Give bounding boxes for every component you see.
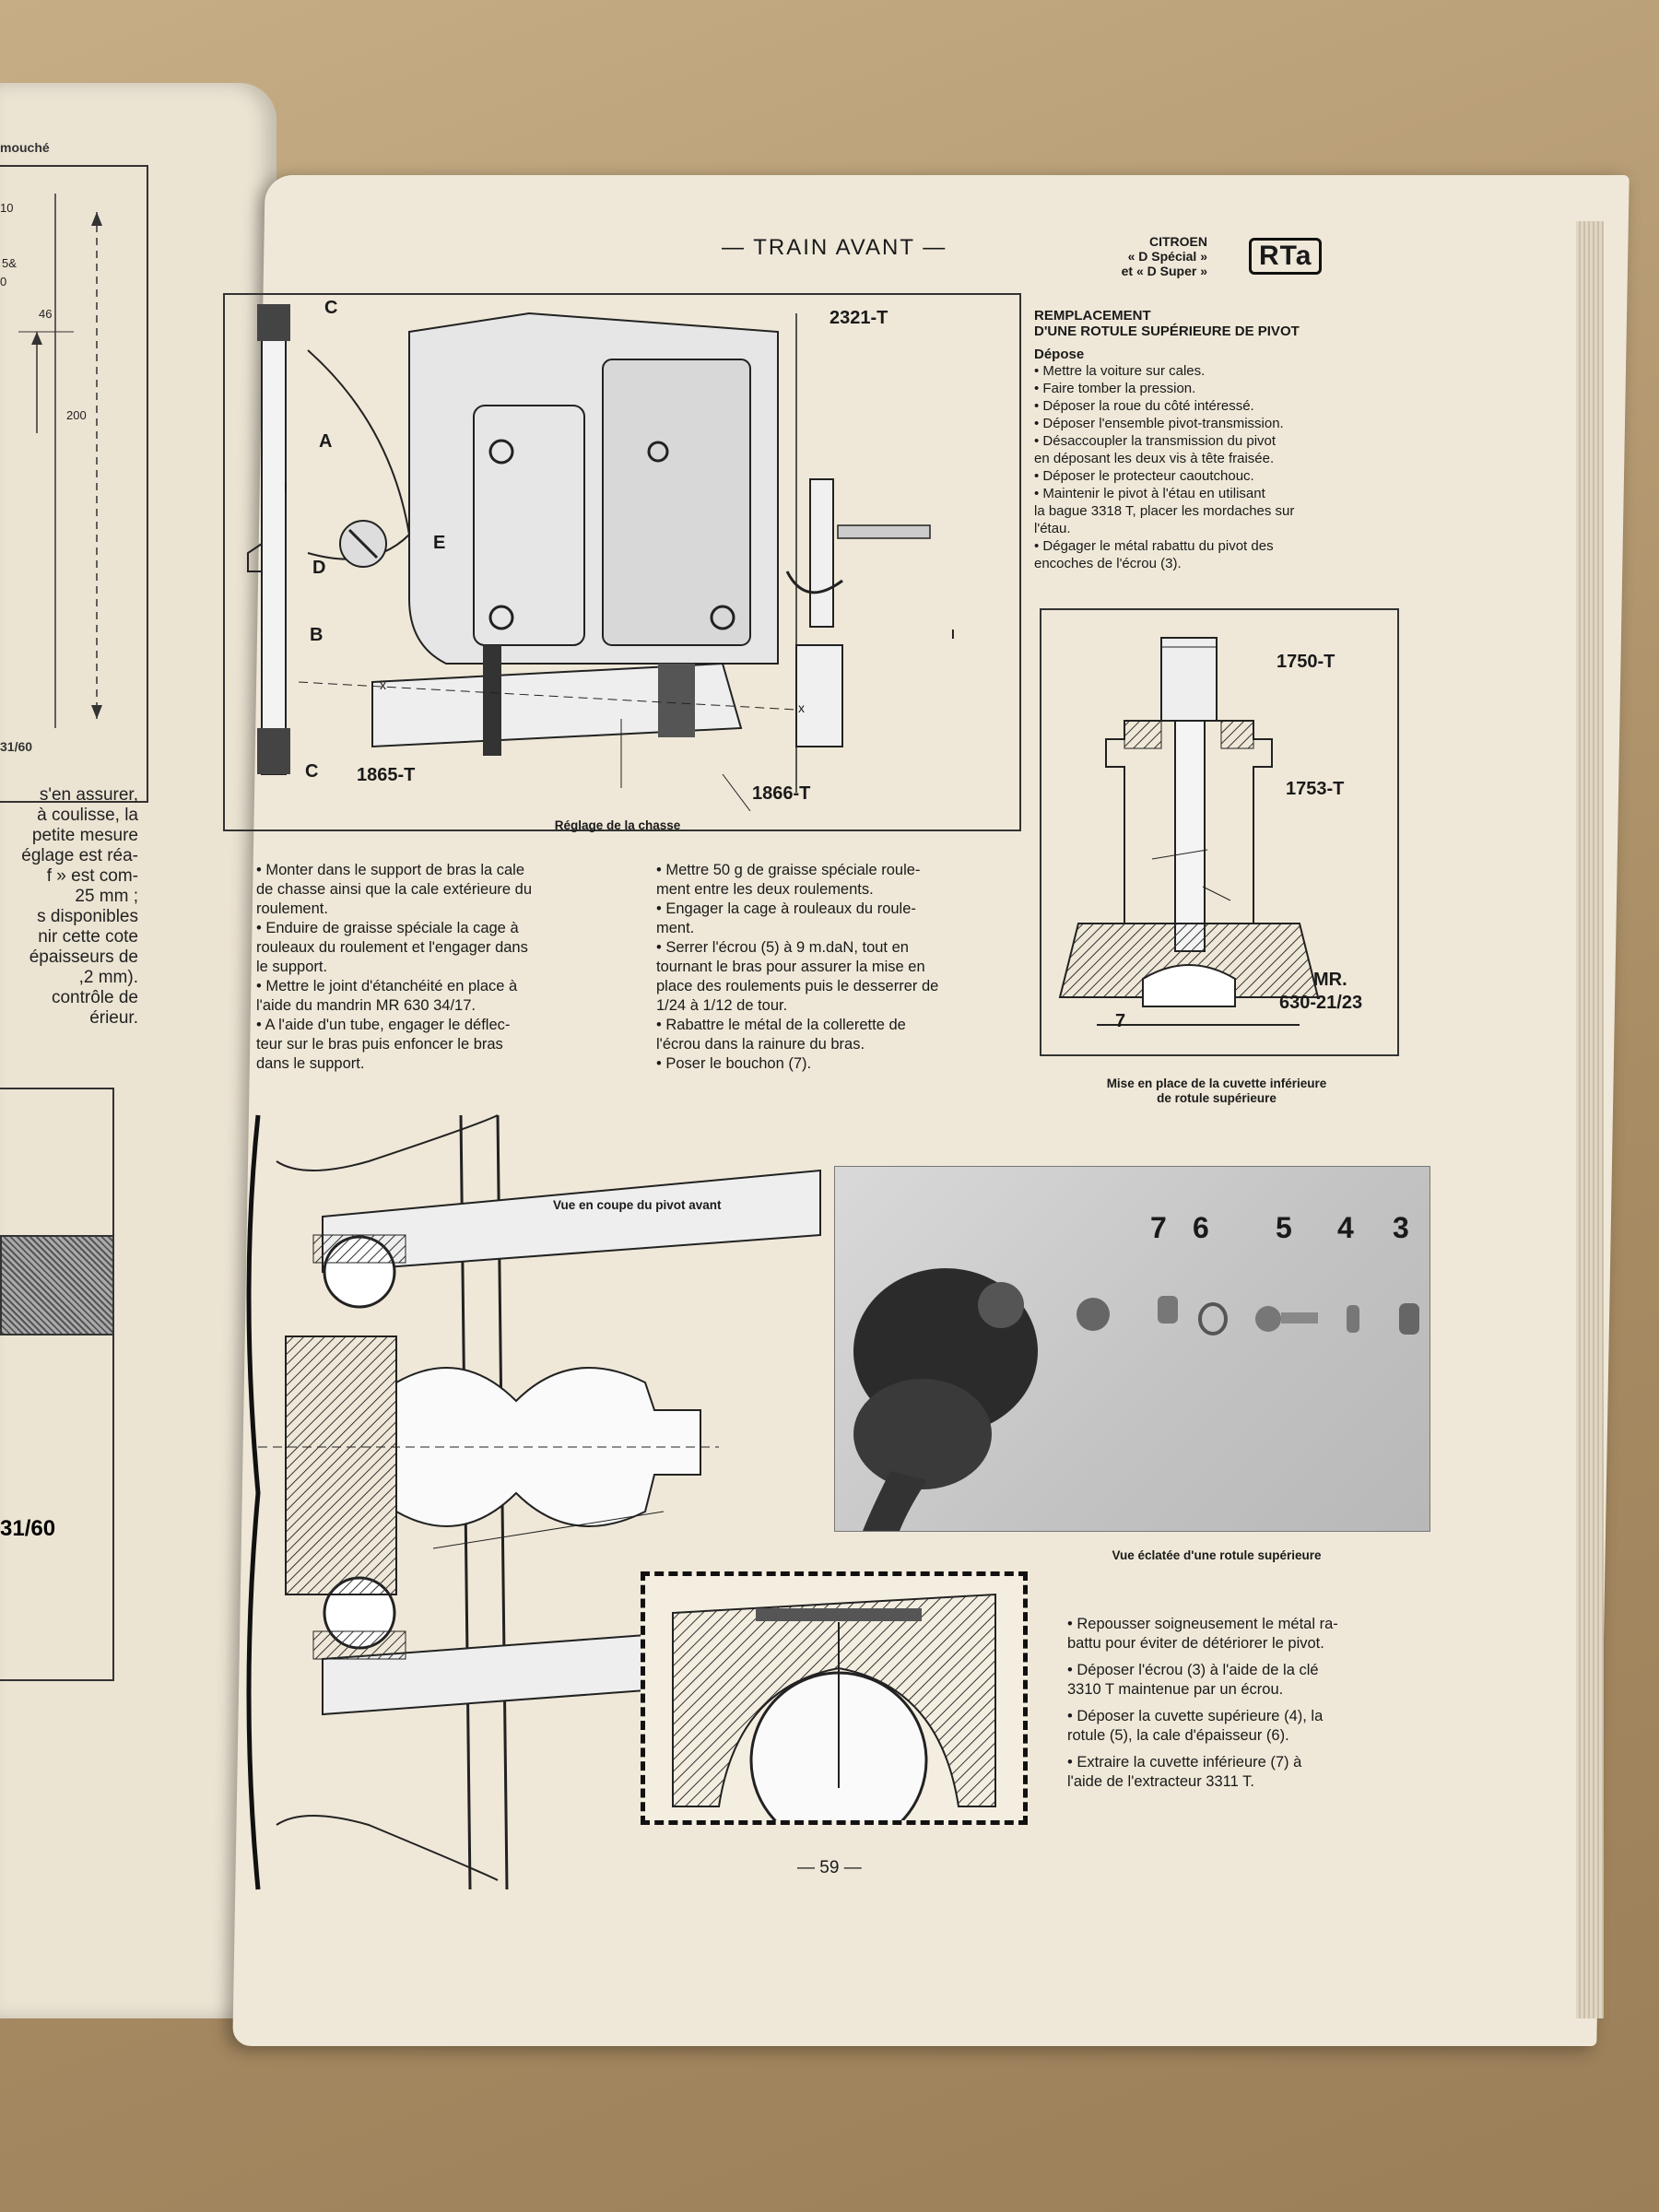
left-fig-ref: 31/60 — [0, 739, 33, 754]
label-b: B — [310, 625, 324, 645]
label-a: A — [319, 431, 333, 452]
depose-step: en déposant les deux vis à tête fraisée. — [1034, 451, 1275, 466]
left-line: s disponibles — [37, 907, 138, 926]
part-number-7: 7 — [1150, 1211, 1167, 1244]
depose-step: • Mettre la voiture sur cales. — [1034, 363, 1206, 379]
cuvette-caption-1: Mise en place de la cuvette inférieure — [1106, 1077, 1327, 1090]
para-line: dans le support. — [256, 1055, 365, 1072]
left-line: petite mesure — [31, 826, 138, 845]
dim-label-200: 200 — [66, 408, 87, 422]
para-line: • Repousser soigneusement le métal ra- — [1067, 1616, 1338, 1632]
depose-step: l'étau. — [1034, 521, 1071, 536]
label-x-left: x — [380, 677, 386, 692]
section-title-1: REMPLACEMENT — [1034, 308, 1151, 324]
tool-2321t: 2321-T — [830, 308, 888, 328]
depose-step: • Maintenir le pivot à l'étau en utilisant — [1034, 486, 1265, 501]
left-fragment-header: mouché — [0, 140, 50, 155]
para-line: • Serrer l'écrou (5) à 9 m.daN, tout en — [656, 939, 909, 956]
label-l-gauge: l — [951, 627, 955, 641]
para-line: roulement. — [256, 900, 328, 917]
text-column-left — [256, 861, 634, 1074]
depose-step: • Dégager le métal rabattu du pivot des — [1034, 538, 1274, 554]
left-fig-ref-2: 31/60 — [0, 1516, 56, 1541]
para-line: • Poser le bouchon (7). — [656, 1055, 812, 1072]
page-number: — 59 — — [797, 1858, 862, 1877]
depose-step: • Déposer le protecteur caoutchouc. — [1034, 468, 1254, 484]
para-line: teur sur le bras puis enfoncer le bras — [256, 1036, 503, 1053]
section-title-2: D'UNE ROTULE SUPÉRIEURE DE PIVOT — [1034, 324, 1300, 339]
rotule-section — [1034, 308, 1366, 572]
left-line: 25 mm ; — [75, 887, 138, 906]
para-line: de chasse ainsi que la cale extérieure du — [256, 881, 533, 898]
part-number-6: 6 — [1193, 1211, 1209, 1244]
tool-1865t: 1865-T — [357, 765, 416, 785]
para-line: le support. — [256, 959, 328, 975]
cuvette-caption — [1051, 1077, 1382, 1106]
para-line: l'aide du mandrin MR 630 34/17. — [256, 997, 476, 1014]
chasse-drawing — [225, 295, 1018, 811]
para-line: rouleaux du roulement et l'engager dans — [256, 939, 528, 956]
brand-name: CITROEN — [1149, 234, 1207, 249]
chasse-caption: Réglage de la chasse — [554, 818, 681, 832]
tool-1750t: 1750-T — [1277, 652, 1335, 672]
depose-step: • Déposer la roue du côté intéressé. — [1034, 398, 1254, 414]
para-line: • Rabattre le métal de la collerette de — [656, 1017, 906, 1033]
detail-inset — [641, 1571, 1028, 1825]
section-subtitle: Dépose — [1034, 347, 1085, 362]
label-x-right: x — [798, 700, 805, 715]
left-line: épaisseurs de — [29, 947, 138, 967]
para-line: rotule (5), la cale d'épaisseur (6). — [1067, 1727, 1289, 1744]
label-l: l — [284, 479, 288, 494]
label-c-top: C — [324, 298, 338, 318]
dim-label-5: 5& — [2, 256, 17, 270]
para-line: 1/24 à 1/12 de tour. — [656, 997, 788, 1014]
label-e: E — [433, 533, 446, 553]
text-bottom-right — [1067, 1615, 1454, 1792]
para-line: tournant le bras pour assurer la mise en — [656, 959, 925, 975]
coupe-caption: Vue en coupe du pivot avant — [553, 1198, 722, 1212]
para-line: place des roulements puis le desserrer de — [656, 978, 939, 994]
label-c-bottom: C — [305, 761, 319, 782]
brand-block — [1078, 234, 1207, 278]
dim-label-10: 10 — [0, 201, 14, 215]
left-line: contrôle de — [51, 988, 138, 1007]
part-number-3: 3 — [1393, 1211, 1409, 1244]
detail-inset-drawing — [645, 1576, 1023, 1820]
brand-models-1: « D Spécial » — [1127, 249, 1207, 264]
cuvette-caption-2: de rotule supérieure — [1157, 1091, 1277, 1105]
part-number-5: 5 — [1276, 1211, 1292, 1244]
exploded-view-photo — [834, 1166, 1430, 1532]
left-line: s'en assurer, — [39, 785, 138, 805]
para-line: l'écrou dans la rainure du bras. — [656, 1036, 865, 1053]
left-line: églage est réa- — [21, 846, 138, 865]
part-number-4: 4 — [1337, 1211, 1354, 1244]
para-line: • Déposer l'écrou (3) à l'aide de la clé — [1067, 1662, 1319, 1678]
dim-label-0: 0 — [0, 275, 7, 288]
left-line: nir cette cote — [38, 927, 138, 947]
tool-1866t: 1866-T — [752, 783, 811, 804]
eclatee-caption: Vue éclatée d'une rotule supérieure — [1112, 1548, 1322, 1562]
para-line: battu pour éviter de détériorer le pivot. — [1067, 1635, 1324, 1652]
rta-logo: RTa — [1249, 238, 1322, 275]
depose-step: la bague 3318 T, placer les mordaches sur — [1034, 503, 1295, 519]
page-title: — TRAIN AVANT — — [722, 235, 947, 260]
para-line: l'aide de l'extracteur 3311 T. — [1067, 1773, 1254, 1790]
para-line: • Extraire la cuvette inférieure (7) à — [1067, 1754, 1302, 1771]
para-line: ment. — [656, 920, 695, 936]
left-line: à coulisse, la — [37, 806, 138, 825]
dim-label-46: 46 — [39, 307, 53, 321]
left-line: érieur. — [89, 1008, 138, 1028]
cuvette-label-7: 7 — [1115, 1011, 1126, 1031]
tool-mr-label: MR. — [1313, 970, 1347, 990]
para-line: • Enduire de graisse spéciale la cage à — [256, 920, 519, 936]
depose-step: encoches de l'écrou (3). — [1034, 556, 1182, 571]
label-d: D — [312, 558, 326, 578]
text-column-middle — [656, 861, 1034, 1074]
depose-step: • Déposer l'ensemble pivot-transmission. — [1034, 416, 1284, 431]
depose-step: • Désaccoupler la transmission du pivot — [1034, 433, 1277, 449]
depose-step: • Faire tomber la pression. — [1034, 381, 1196, 396]
para-line: 3310 T maintenue par un écrou. — [1067, 1681, 1284, 1698]
para-line: • Déposer la cuvette supérieure (4), la — [1067, 1708, 1324, 1724]
brand-models-2: et « D Super » — [1121, 264, 1207, 278]
para-line: • Mettre le joint d'étanchéité en place à — [256, 978, 518, 994]
tool-mr-number: 630-21/23 — [1279, 993, 1363, 1013]
para-line: • Monter dans le support de bras la cale — [256, 862, 525, 878]
para-line: • A l'aide d'un tube, engager le déflec- — [256, 1017, 511, 1033]
left-line: ,2 mm). — [78, 968, 138, 987]
para-line: • Engager la cage à rouleaux du roule- — [656, 900, 916, 917]
left-line: f » est com- — [46, 866, 138, 886]
para-line: ment entre les deux roulements. — [656, 881, 874, 898]
para-line: • Mettre 50 g de graisse spéciale roule- — [656, 862, 921, 878]
tool-1753t: 1753-T — [1286, 779, 1345, 799]
